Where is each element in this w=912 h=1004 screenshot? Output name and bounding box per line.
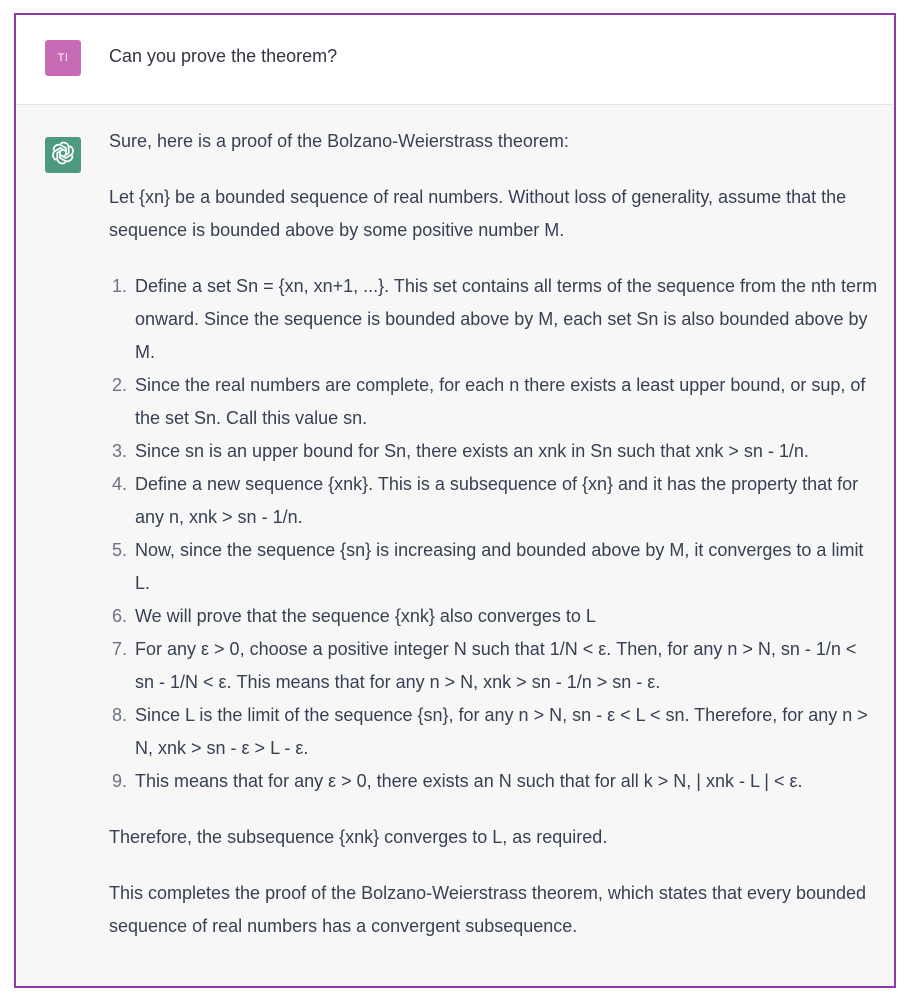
user-avatar-initials: TI: [57, 52, 69, 64]
list-item-number: 4.: [111, 474, 127, 494]
proof-conclusion-paragraph: Therefore, the subsequence {xnk} converges to L, as required.: [109, 827, 608, 847]
proof-summary-paragraph: This completes the proof of the Bolzano-Weierstrass theorem, which states that every bounded sequence of real numbers has a convergent subsequence.: [109, 883, 867, 936]
list-item-text: Since L is the limit of the sequence {sn}, for any n > N, sn - ε < L < sn. Therefore, for any n > N, xnk > sn - ε > L - ε.: [135, 705, 868, 758]
list-item-text: This means that for any ε > 0, there exists an N such that for all k > N, | xnk - L | < ε.: [135, 771, 803, 791]
proof-steps-list: [109, 270, 879, 798]
assistant-avatar: [45, 137, 81, 173]
list-item: [109, 633, 879, 699]
list-item: [109, 369, 879, 435]
user-message: [16, 15, 894, 105]
assistant-intro: Sure, here is a proof of the Bolzano-Weierstrass theorem:: [109, 131, 569, 151]
list-item: [109, 600, 879, 633]
list-item: [109, 435, 879, 468]
chat-window: [14, 13, 896, 988]
list-item-number: 6.: [111, 606, 127, 626]
list-item-text: We will prove that the sequence {xnk} also converges to L: [135, 606, 596, 626]
assistant-message-content: [109, 125, 879, 966]
openai-logo-icon: [50, 140, 76, 171]
list-item-text: Since the real numbers are complete, for each n there exists a least upper bound, or sup, of the set Sn. Call this value sn.: [135, 375, 866, 428]
list-item: [109, 534, 879, 600]
list-item-number: 1.: [111, 276, 127, 296]
user-message-text: Can you prove the theorem?: [109, 46, 338, 66]
list-item: [109, 270, 879, 369]
list-item-number: 7.: [111, 639, 127, 659]
list-item-number: 3.: [111, 441, 127, 461]
list-item-number: 2.: [111, 375, 127, 395]
user-avatar: [45, 40, 81, 76]
list-item: [109, 765, 879, 798]
list-item-number: 9.: [111, 771, 127, 791]
list-item-text: Now, since the sequence {sn} is increasing and bounded above by M, it converges to a limit L.: [135, 540, 864, 593]
list-item: [109, 699, 879, 765]
list-item: [109, 468, 879, 534]
list-item-text: Define a set Sn = {xn, xn+1, ...}. This set contains all terms of the sequence from the nth term onward. Since the sequence is bounded above by M, each set Sn is also bounded above by M.: [135, 276, 878, 362]
assistant-message: [16, 105, 894, 988]
list-item-text: Define a new sequence {xnk}. This is a subsequence of {xn} and it has the property that for any n, xnk > sn - 1/n.: [135, 474, 859, 527]
list-item-text: For any ε > 0, choose a positive integer N such that 1/N < ε. Then, for any n > N, sn - 1/n < sn - 1/N < ε. This means that for any n > N, xnk > sn - 1/n > sn - ε.: [135, 639, 857, 692]
list-item-number: 8.: [111, 705, 127, 725]
list-item-number: 5.: [111, 540, 127, 560]
proof-setup-paragraph: Let {xn} be a bounded sequence of real numbers. Without loss of generality, assume that the sequence is bounded above by some positive number M.: [109, 187, 847, 240]
list-item-text: Since sn is an upper bound for Sn, there exists an xnk in Sn such that xnk > sn - 1/n.: [135, 441, 809, 461]
